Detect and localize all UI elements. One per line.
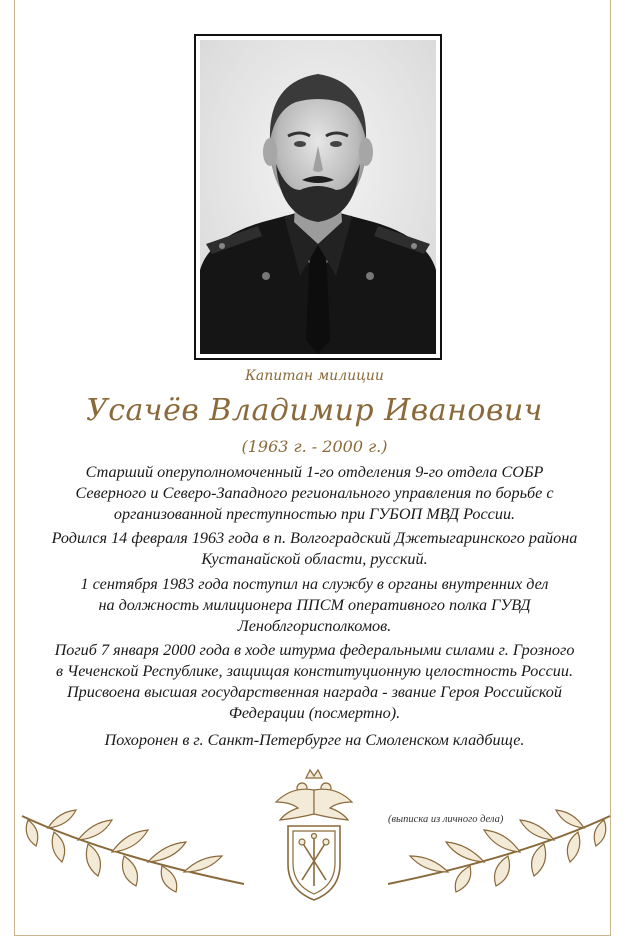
person-name: Усачёв Владимир Иванович [86, 393, 543, 428]
bio-line: Родился 14 февраля 1963 года в п. Волгоградский Джетыгаринского района [51, 529, 578, 548]
bio-line: Федерации (посмертно). [228, 703, 401, 722]
bio-line: Кустанайской области, русский. [201, 550, 428, 569]
bio-paragraph-death [30, 640, 599, 723]
bio-paragraph-burial [30, 730, 599, 751]
rank-title: Капитан милиции [245, 368, 384, 384]
biography [30, 462, 599, 754]
bio-line: Похоронен в г. Санкт-Петербурге на Смоленском кладбище. [104, 730, 525, 749]
bio-paragraph-service [30, 574, 599, 636]
double-headed-eagle-emblem-icon [272, 768, 356, 904]
bio-line: 1 сентября 1983 года поступил на службу в органы внутренних дел [80, 574, 549, 593]
bio-line: на должность милиционера ППСМ оперативного полка ГУВД [98, 595, 531, 614]
bio-line: организованной преступностью при ГУБОП МВД России. [113, 504, 516, 523]
bio-paragraph-birth [30, 528, 599, 570]
laurel-branch-left-icon [18, 806, 248, 896]
portrait-frame [194, 34, 442, 360]
bio-line: Леноблгорисполкомов. [237, 616, 392, 635]
bio-line: Старший оперуполномоченный 1-го отделения 9-го отдела СОБР [85, 463, 544, 481]
portrait-photo [200, 40, 436, 354]
archive-note: (выписка из личного дела) [388, 814, 504, 825]
life-years: (1963 г. - 2000 г.) [241, 437, 388, 456]
bio-line: Погиб 7 января 2000 года в ходе штурма федеральными силами г. Грозного [54, 641, 575, 660]
bio-paragraph-position [30, 462, 599, 524]
bio-line: Присвоена высшая государственная награда - звание Героя Российской [66, 682, 562, 701]
bio-line: в Чеченской Республике, защищая конституционную целостность России. [55, 662, 574, 681]
bio-line: Северного и Северо-Западного регионального управления по борьбе с [75, 483, 554, 502]
